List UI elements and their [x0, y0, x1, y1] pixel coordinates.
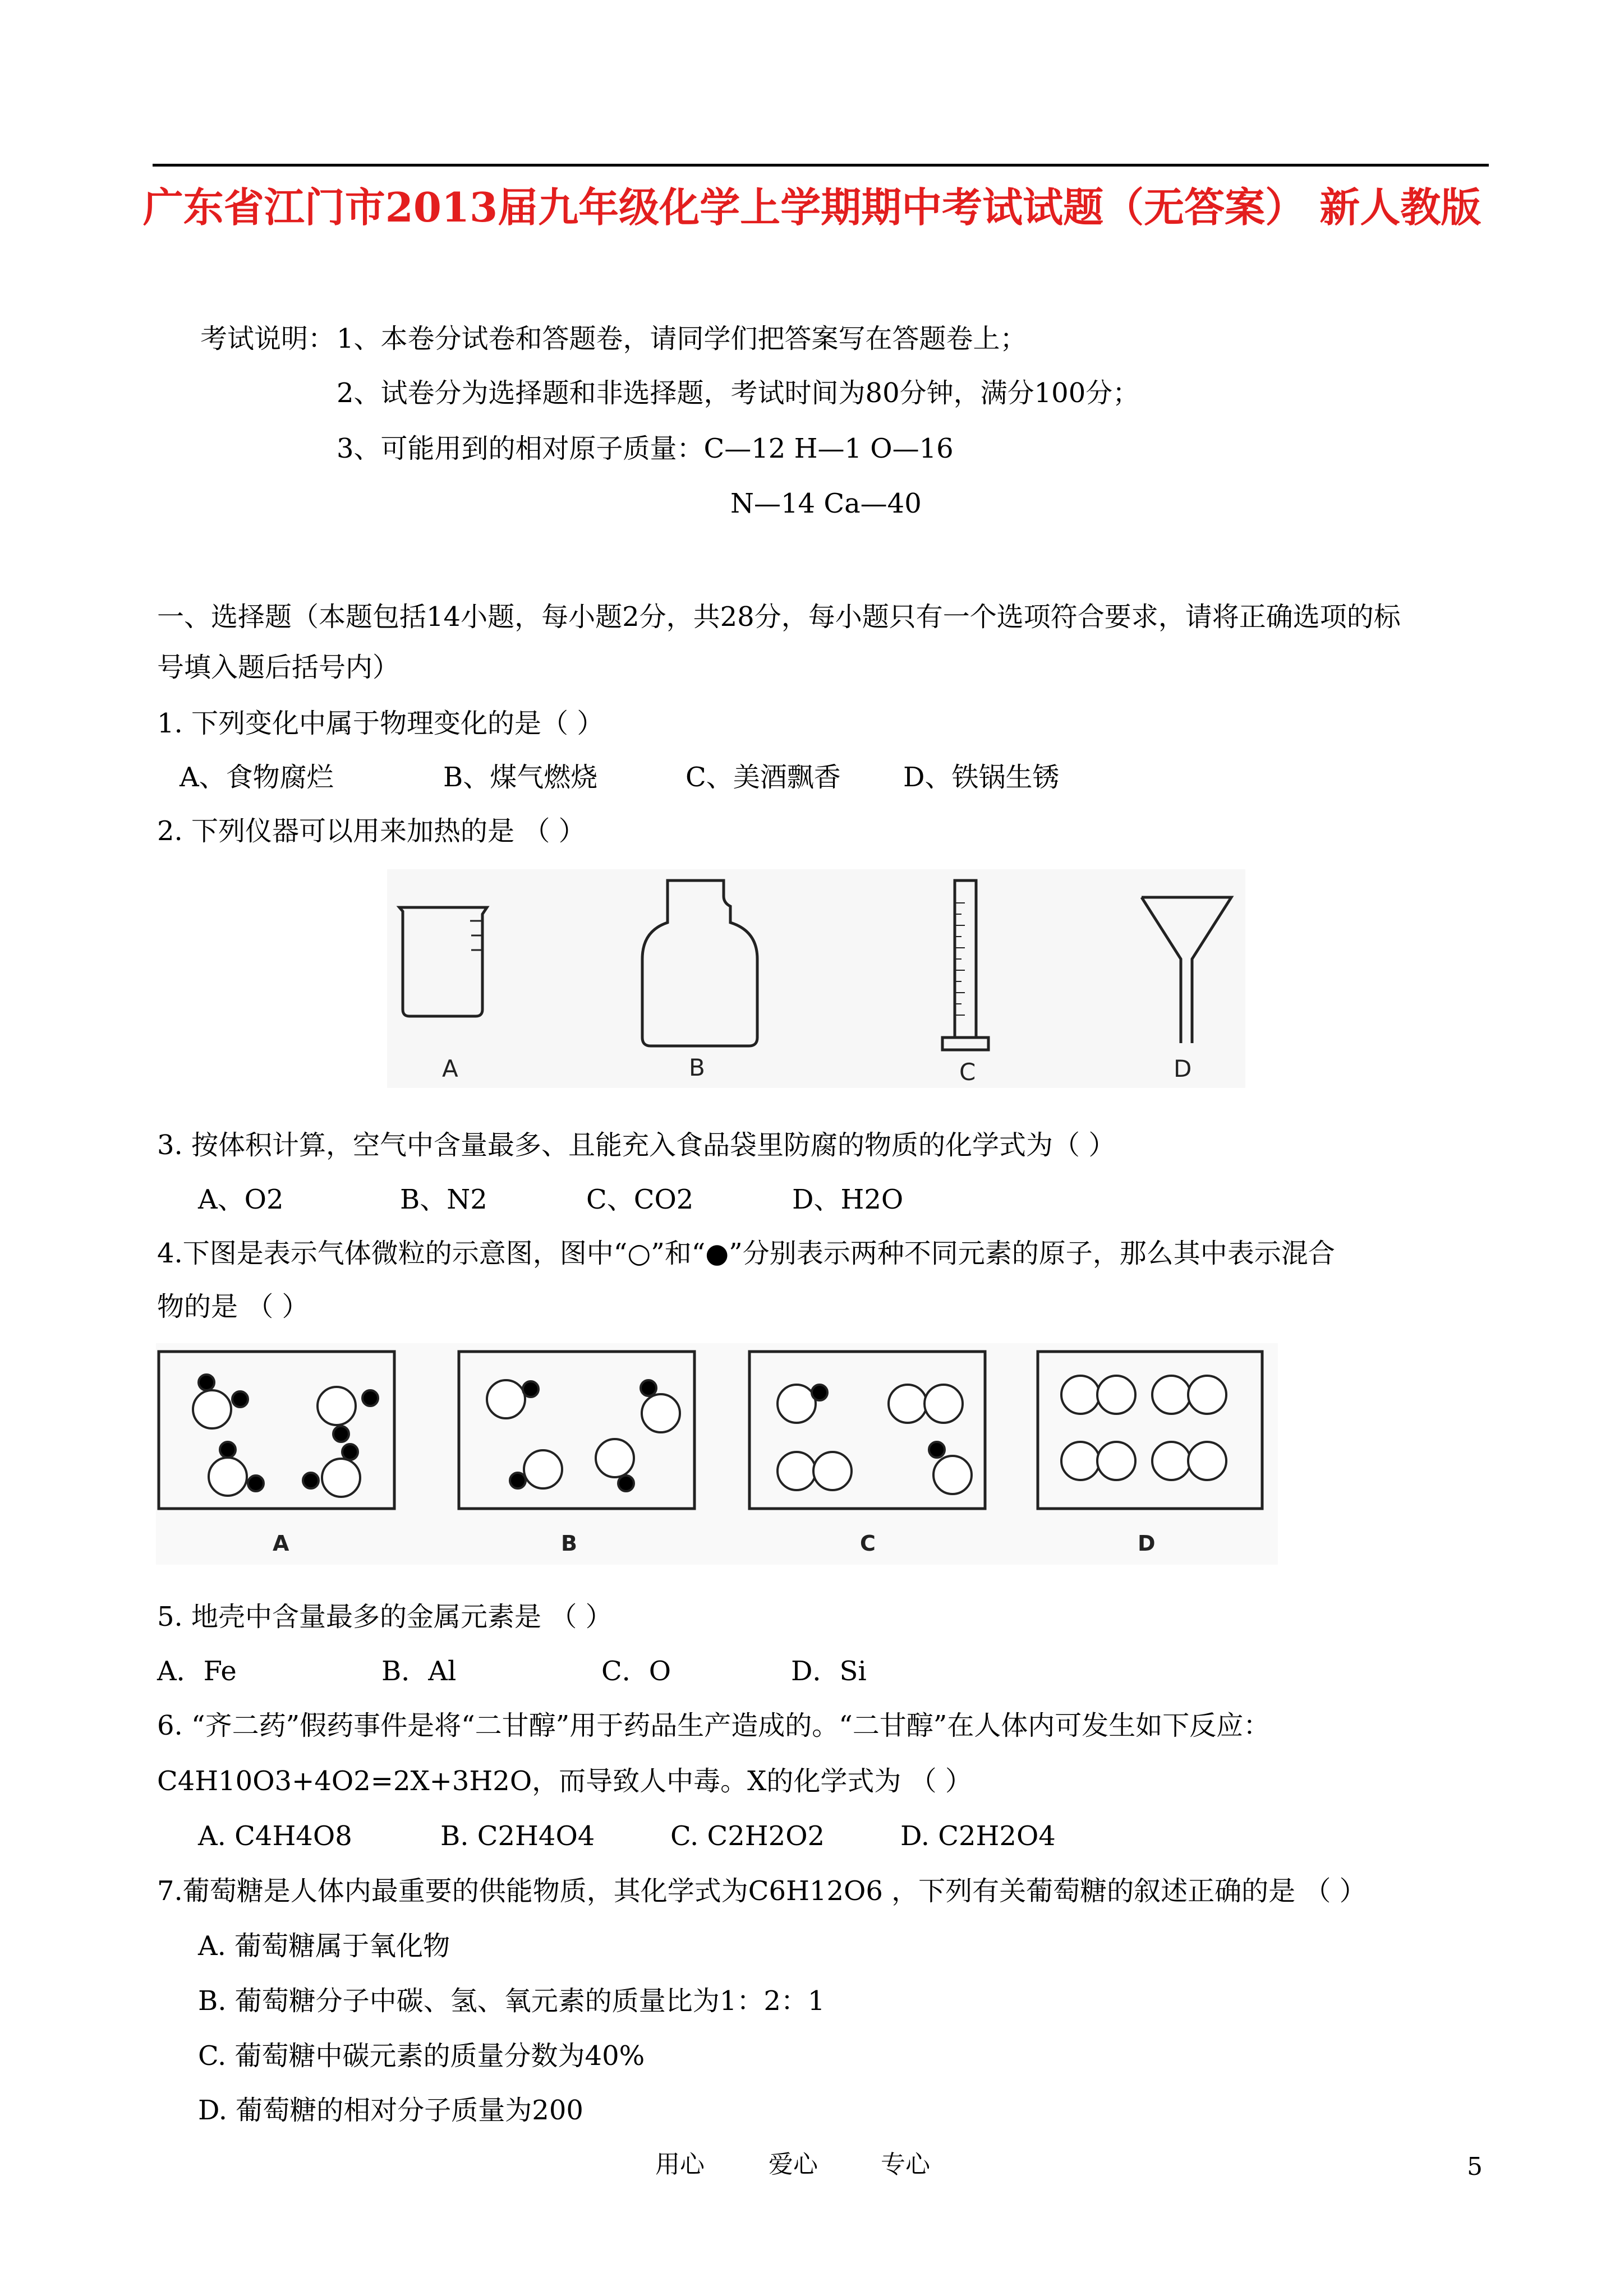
q5-option-a: A．Fe — [157, 1656, 237, 1687]
q3-stem: 3. 按体积计算，空气中含量最多、且能充入食品袋里防腐的物质的化学式为（ ） — [157, 1129, 1116, 1161]
q5-option-b: B．Al — [381, 1656, 457, 1687]
q4-stem-line2: 物的是 （ ） — [157, 1291, 309, 1322]
q2-label-c: C — [959, 1058, 976, 1086]
q7-stem: 7.葡萄糖是人体内最重要的供能物质，其化学式为C6H12O6 ，下列有关葡萄糖的叙述正确的是 （ ） — [157, 1875, 1367, 1907]
q2-label-d: D — [1174, 1055, 1192, 1082]
q6-option-a: A. C4H4O8 — [198, 1820, 352, 1852]
q2-apparatus-figure — [387, 869, 1245, 1088]
reagent-bottle-icon — [642, 880, 757, 1046]
q3-option-d: D、H2O — [792, 1184, 904, 1215]
q4-label-d: D — [1138, 1531, 1156, 1556]
q6-option-c: C. C2H2O2 — [670, 1820, 825, 1852]
page-number: 5 — [1467, 2152, 1483, 2181]
q7-option-b: B. 葡萄糖分子中碳、氢、氧元素的质量比为1：2：1 — [198, 1985, 825, 2017]
q6-stem-line2: C4H10O3+4O2=2X+3H2O，而导致人中毒。X的化学式为 （ ） — [157, 1765, 972, 1797]
instruction-1: 1、本卷分试卷和答题卷，请同学们把答案写在答题卷上； — [337, 323, 1027, 354]
q1-option-c: C、美酒飘香 — [686, 762, 841, 793]
q1-option-b: B、煤气燃烧 — [443, 762, 598, 793]
section-heading-line2: 号填入题后括号内） — [157, 652, 400, 683]
instructions-label: 考试说明： — [200, 323, 335, 354]
q2-label-a: A — [442, 1055, 458, 1082]
q4-stem-line1: 4.下图是表示气体微粒的示意图，图中“○”和“●”分别表示两种不同元素的原子，那么其中表示混合 — [157, 1238, 1335, 1269]
q5-stem: 5. 地壳中含量最多的金属元素是 （ ） — [157, 1601, 613, 1633]
footer-motto-1: 用心 — [655, 2150, 705, 2179]
box-d — [1038, 1352, 1262, 1509]
footer-motto-2: 爱心 — [769, 2150, 818, 2179]
q3-option-a: A、O2 — [198, 1184, 284, 1215]
q5-option-c: C．O — [601, 1656, 671, 1687]
q7-option-a: A. 葡萄糖属于氧化物 — [198, 1930, 450, 1962]
q2-label-b: B — [689, 1054, 705, 1081]
q1-stem: 1. 下列变化中属于物理变化的是（ ） — [157, 708, 604, 739]
instruction-3: 3、可能用到的相对原子质量：C—12 H—1 O—16 — [337, 433, 954, 464]
q3-option-c: C、CO2 — [586, 1184, 694, 1215]
q4-label-b: B — [561, 1531, 577, 1556]
section-heading-line1: 一、选择题（本题包括14小题，每小题2分，共28分，每小题只有一个选项符合要求，请将正确选项的标 — [157, 601, 1401, 633]
q4-particle-figure — [156, 1343, 1278, 1565]
q3-option-b: B、N2 — [400, 1184, 487, 1215]
q7-option-d: D. 葡萄糖的相对分子质量为200 — [198, 2095, 583, 2126]
page-title: 广东省江门市2013届九年级化学上学期期中考试试题（无答案） 新人教版 — [142, 183, 1482, 231]
q1-option-a: A、食物腐烂 — [180, 762, 334, 793]
q5-option-d: D．Si — [791, 1656, 867, 1687]
q4-label-a: A — [273, 1531, 289, 1556]
q7-option-c: C. 葡萄糖中碳元素的质量分数为40% — [198, 2040, 645, 2072]
instruction-3b: N—14 Ca—40 — [730, 488, 922, 519]
measuring-cylinder-icon — [942, 880, 988, 1050]
q4-label-c: C — [860, 1531, 876, 1556]
beaker-icon — [399, 907, 487, 1016]
funnel-icon — [1142, 897, 1231, 1043]
q6-option-b: B. C2H4O4 — [440, 1820, 595, 1852]
instruction-2: 2、试卷分为选择题和非选择题，考试时间为80分钟，满分100分； — [337, 377, 1140, 409]
q6-option-d: D. C2H2O4 — [900, 1820, 1056, 1852]
q6-stem-line1: 6. “齐二药”假药事件是将“二甘醇”用于药品生产造成的。“二甘醇”在人体内可发生如下反应： — [157, 1710, 1271, 1741]
q2-stem: 2. 下列仪器可以用来加热的是 （ ） — [157, 815, 586, 847]
header-rule — [153, 164, 1489, 167]
q1-option-d: D、铁锅生锈 — [903, 762, 1060, 793]
footer-motto-3: 专心 — [881, 2150, 930, 2179]
